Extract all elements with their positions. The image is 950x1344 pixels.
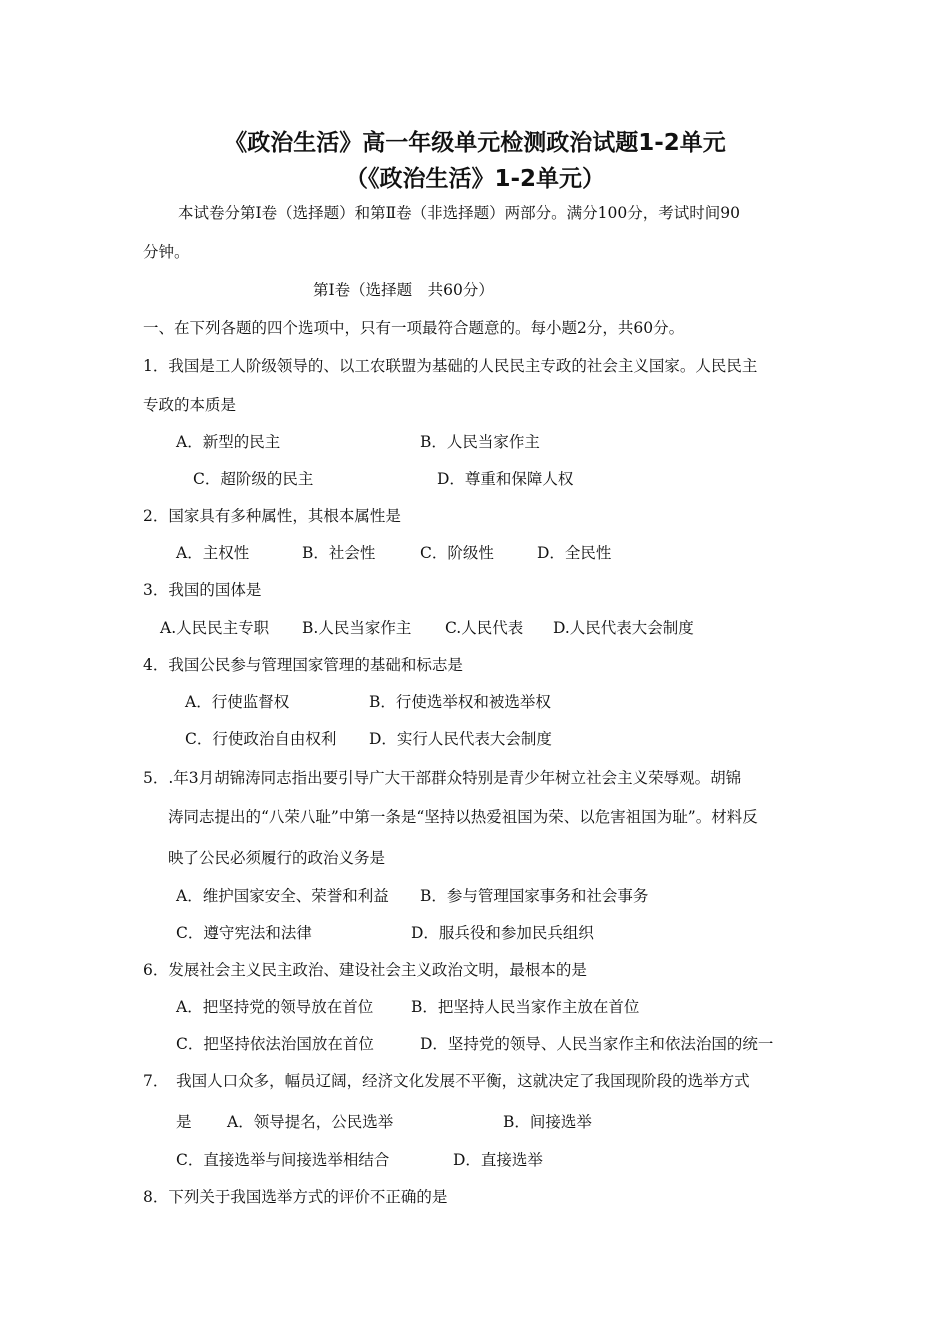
question-3-option-b: B.人民当家作主 [302,619,412,637]
question-7-stem: 7． 我国人口众多，幅员辽阔，经济文化发展不平衡，这就决定了我国现阶段的选举方式 [143,1072,750,1090]
question-2-option-a: A．主权性 [176,544,250,562]
question-7-option-b: B．间接选举 [503,1113,592,1131]
intro-text-cont: 分钟。 [143,243,190,261]
question-3-stem: 3．我国的国体是 [143,581,262,599]
part1-heading: 第Ⅰ卷（选择题 共60分） [313,281,494,299]
question-1-stem-cont: 专政的本质是 [143,396,237,414]
question-4-option-a: A．行使监督权 [185,693,290,711]
question-5-option-d: D．服兵役和参加民兵组织 [411,924,594,942]
question-5-stem-cont: 涛同志提出的“八荣八耻”中第一条是“坚持以热爱祖国为荣、以危害祖国为耻”。材料反 [168,808,758,826]
question-3-option-c: C.人民代表 [445,619,524,637]
question-1-option-d: D．尊重和保障人权 [437,470,574,488]
question-3-option-a: A.人民民主专职 [160,619,270,637]
question-1-stem: 1．我国是工人阶级领导的、以工农联盟为基础的人民民主专政的社会主义国家。人民民主 [143,357,758,375]
question-6-option-a: A．把坚持党的领导放在首位 [176,998,374,1016]
question-7-stem-cont: 是 [176,1113,192,1131]
section1-instruction: 一、在下列各题的四个选项中，只有一项最符合题意的。每小题2分，共60分。 [143,319,685,337]
question-7-option-d: D．直接选举 [453,1151,543,1169]
question-4-stem: 4．我国公民参与管理国家管理的基础和标志是 [143,656,463,674]
question-1-option-a: A．新型的民主 [176,433,281,451]
question-5-stem: 5．.年3月胡锦涛同志指出要引导广大干部群众特别是青少年树立社会主义荣辱观。胡锦 [143,769,742,787]
page-subtitle: （《政治生活》1-2单元） [344,166,606,192]
question-4-option-b: B．行使选举权和被选举权 [369,693,551,711]
question-8-stem: 8．下列关于我国选举方式的评价不正确的是 [143,1188,448,1206]
question-6-stem: 6．发展社会主义民主政治、建设社会主义政治文明，最根本的是 [143,961,587,979]
question-5-option-c: C．遵守宪法和法律 [176,924,312,942]
question-2-option-d: D．全民性 [537,544,612,562]
question-6-option-c: C．把坚持依法治国放在首位 [176,1035,374,1053]
question-7-option-c: C．直接选举与间接选举相结合 [176,1151,390,1169]
question-6-option-b: B．把坚持人民当家作主放在首位 [411,998,640,1016]
question-2-option-c: C．阶级性 [420,544,494,562]
question-4-option-c: C．行使政治自由权利 [185,730,337,748]
question-4-option-d: D．实行人民代表大会制度 [369,730,552,748]
question-3-option-d: D.人民代表大会制度 [553,619,694,637]
question-5-stem-cont2: 映了公民必须履行的政治义务是 [168,849,386,867]
question-2-stem: 2．国家具有多种属性，其根本属性是 [143,507,401,525]
question-5-option-b: B．参与管理国家事务和社会事务 [420,887,649,905]
question-1-option-b: B．人民当家作主 [420,433,540,451]
intro-text: 本试卷分第Ⅰ卷（选择题）和第Ⅱ卷（非选择题）两部分。满分100分，考试时间90 [178,204,740,222]
question-7-option-a: A．领导提名，公民选举 [227,1113,394,1131]
question-6-option-d: D．坚持党的领导、人民当家作主和依法治国的统一 [420,1035,774,1053]
page-title: 《政治生活》高一年级单元检测政治试题1-2单元 [224,130,726,156]
question-2-option-b: B．社会性 [302,544,376,562]
question-1-option-c: C．超阶级的民主 [193,470,314,488]
question-5-option-a: A．维护国家安全、荣誉和利益 [176,887,389,905]
